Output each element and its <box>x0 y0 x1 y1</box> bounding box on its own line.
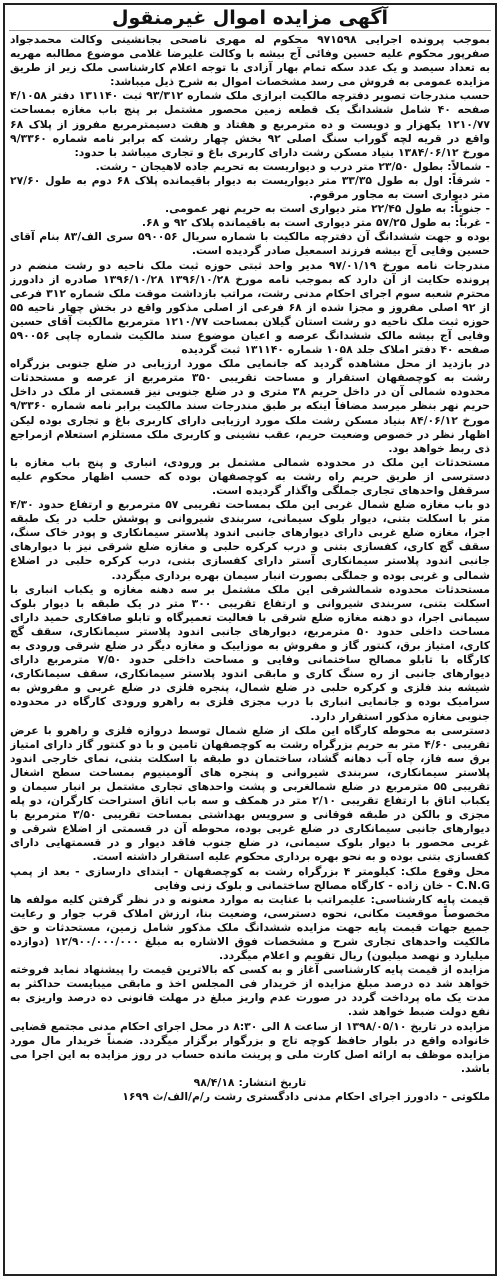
location-paragraph: محل وقوع ملک: کیلومتر ۴ بزرگراه رشت به کوچصفهان - ابتدای دارسازی - بعد از پمپ C.N.G - خان زاده - کارگاه مصالح ساختمانی و بلوک زنی وفایی <box>10 864 490 892</box>
intro-paragraph: بموجب پرونده اجرایی ۹۷۱۵۹۸ محکوم له مهری ناصحی بجانشینی وکالت محمدجواد صفرپور محکوم علیه حسین وفائی آج بیشه با وکالت علیرضا غلامی موضوع مطالبه مهریه به تعداد سیصد و یک عدد سکه تمام بهار آزادی با توجه اعلام کارشناسی ملک زیر از طریق مزایده عمومی به فروش می رسد مشخصات اموال به شرح ذیل میباشد: <box>10 33 490 89</box>
notice-body <box>10 33 490 1270</box>
auction-terms-paragraph: مزایده از قیمت پایه کارشناسی آغاز و به کسی که بالاترین قیمت را پیشنهاد نماید فروخته خواهد شد ده درصد مبلغ مزایده از خریدار فی المجلس اخذ و مابقی میبایست حداکثر به مدت یک ماه پرداخت گردد در صورت عدم واریز مبلغ در مهلت قانونی ده درصد واریزی به نفع دولت ضبط خواهد شد. <box>10 963 490 1019</box>
notice-footer <box>10 1076 490 1104</box>
boundary-north: - شمالاً: بطول ۲۳/۵۰ متر درب و دیواریست به تحریم جاده لاهیجان - رشت. <box>95 159 490 173</box>
boundary-south: - جنوباً: به طول ۲۲/۴۵ متر دیواری است به حریم نهر عمومی. <box>165 202 490 216</box>
northeast-shops-paragraph: مستحدثات محدوده شمالشرقی این ملک مشتمل بر سه دهنه مغازه و یکباب انباری با اسکلت بتنی، سربندی شیروانی و ارتفاع تقریبی ۳۰۰ متر در یک طبقه با دیوار بلوک سیمانی اجرا، دو دهنه مغازه ضلع شرقی با فعالیت تعمیرگاه و تابلو صافکاری حمید دارای مساحت داخلی حدود ۵۰ مترمربع، دیوارهای جانبی اندود پلاستر سیمانکاری، سقف گچ کاری، امتیاز برق، کنتور گاز و مفروش به موزاییک و مغازه دیگر در ضلع شرقی ورودی به کارگاه با تابلو مصالح ساختمانی وفایی و مساحت داخلی حدود ۷/۵۰ مترمربع دارای دیوارهای جانبی از ره سنگ کاری و مابقی اندود پلاستر سیمانکاری، سقف سیمانکاری، شیشه بند فلزی و کرکره حلبی در ضلع شمال، پنجره فلزی در ضلع غربی و مفروش به سرامیک بوده و جانمایی انباری با درب مجزی فلزی به راهرو ورودی کارگاه در محدوده جنوبی مغازه مذکور استقرار دارد. <box>10 582 490 723</box>
title-deed-paragraph: بوده و جهت ششدانگ آن دفترچه مالکیت با شماره سریال ۵۹۰۰۵۶ سری الف/۸۳ بنام آقای حسین وفایی آج بیشه فرزند اسمعیل صادر گردیده است. <box>10 230 490 258</box>
boundary-west: - غرباً: به طول ۵۷/۲۵ متر دیواری است به باقیمانده پلاک ۹۲ و ۶۸. <box>141 216 490 230</box>
base-price-paragraph: قیمت پایه کارشناسی: علیمراتب با عنایت به موارد معنونه و در نظر گرفتن کلیه مولفه ها مخصوصاً موقعیت مکانی، نحوه دسترسی، وضعیت بنا، ارزش املاک قرب جوار و رعایت جمیع جهات قیمت پایه جهت مزایده ششدانگ ملک مذکور شامل زمین، مستحدثات و حق مالکیت واحدهای تجاری شرح و مشخصات فوق الاشاره به مبلغ ۱۲/۹۰۰/۰۰۰/۰۰۰ (دوازده میلیارد و نهصد میلیون) ریال تقویم و اعلام میگردد. <box>10 892 490 963</box>
auction-date-paragraph: مزایده در تاریخ ۱۳۹۸/۰۵/۱۰ از ساعت ۸ الی ۸:۳۰ در محل اجرای احکام مدنی مجتمع قضایی خانواده واقع در بلوار حافظ کوچه تاج و بزرگوار برگزار میگردد. ضمناً خریدار مال مورد مزایده موظف به ارائه اصل کارت ملی و پرینت مانده حساب در روز مزایده به این اجرا می باشد. <box>10 1019 490 1075</box>
publish-date: تاریخ انتشار: ۹۸/۴/۱۸ <box>193 1075 307 1089</box>
workshop-access-paragraph: دسترسی به محوطه کارگاه این ملک از ضلع شمال توسط دروازه فلزی و راهرو با عرض تقریبی ۴/۶۰ متر به حریم بزرگراه رشت به کوچصفهان تامین و با دو کنتور گاز دارای امتیاز برق سه فاز، چاه آب دهانه گشاد، ساختمان دو طبقه با اسکلت بتنی، نمای خارجی اندود پلاستر سیمانکاری، سربندی شیروانی و پنجره های آلومینیوم بمساحت سطح اشغال تقریبی ۵۵ مترمربع در ضلع شمالغربی و پشت واحدهای تجاری مشتمل بر انبار سیمان و یکباب اتاق با ارتفاع تقریبی ۲/۱۰ متر در همکف و سه باب اتاق استراحت کارگران، دو پله مجزی و بالکن در طبقه فوقانی و سرویس بهداشتی بمساحت تقریبی ۳/۵۰ مترمربع با دیوارهای جانبی سیمانکاری در ضلع غربی بوده، محوطه آن در قسمتی از اضلاع شرقی و غربی محصور با دیوار بلوک سیمانی، در ضلع جنوب فاقد دیوار و در قسمتهایی دارای کفسازی بتنی بوده و به نحو بهره برداری محکوم علیه استقرار داشته است. <box>10 723 490 864</box>
notice-frame <box>3 3 497 1276</box>
northern-buildings-paragraph: مستحدثات این ملک در محدوده شمالی مشتمل بر ورودی، انباری و پنج باب مغازه با دسترسی از طریق حریم راه رشت به کوچصفهان بوده که حسب اظهار محکوم علیه سرقفل واحدهای تجاری جملگی واگذار گردیده است. <box>10 455 490 497</box>
signature-line: ملکوتی - دادورز اجرای احکام مدنی دادگستری رشت ر/م/الف/ث ۱۶۹۹ <box>122 1090 490 1104</box>
site-visit-paragraph: در بازدید از محل مشاهده گردید که جانمایی ملک مورد ارزیابی در ضلع جنوبی بزرگراه رشت به کوچصفهان استقرار و مساحت تقریبی ۳۵۰ مترمربع از عرصه و مستحدثات محدوده شمالی آن در داخل حریم ۳۸ متری و در ضلع جنوبی نیز قسمتی از ملک در داخل حریم نهر بنظر میرسد مضافاً اینکه بر طبق مندرجات سند مالکیت برابر نامه شماره ۹/۳۳۶۰ مورخ ۸۴/۰۶/۱۲ بنیاد مسکن رشت ملک مورد ارزیابی دارای کاربری باغ و تجاری بوده لیکن اظهار نظر در خصوص وضعیت حریم، عقب نشینی و کاربری ملک مستلزم استعلام ازمراجع ذی ربط خواهد بود. <box>10 357 490 455</box>
property-description: حسب مندرجات تصویر دفترچه مالکیت ابرازی ملک شماره ۹۳/۳۱۲ ثبت ۱۳۱۱۴۰ دفتر ۴/۱۰۵۸ صفحه ۴۰ شامل ششدانگ یک قطعه زمین محصور مشتمل بر پنج باب مغازه بمساحت ۱۲۱۰/۷۷ یکهزار و دویست و ده مترمربع و هفتاد و هفت دسیمترمربع مفروز از پلاک ۶۸ واقع در قریه لچه گوراب سنگ اصلی ۹۲ بخش چهار رشت که برابر نامه شماره ۹/۳۳۶۰ مورخ ۱۳۸۴/۰۶/۱۲ بنیاد مسکن رشت دارای کاربری باغ و تجاری میباشد با حدود: <box>10 89 490 159</box>
boundary-east: - شرقاً: اول به طول ۳۳/۳۵ متر دیواریست به دیوار باقیمانده پلاک ۶۸ دوم به طول ۲۷/۶۰ متر دیواری است به مجاور مرقوم. <box>10 173 490 202</box>
registry-letter-paragraph: مندرجات نامه مورخ ۹۷/۰۱/۱۹ مدیر واحد ثبتی حوزه ثبت ملک ناحیه دو رشت منضم در پرونده حکایت از آن دارد که بموجب نامه مورخ ۱۳۹۶/۱۰/۲۸ ۱۳۹۶/۱۰/۲۸ صادره از دادورز محترم شعبه سوم اجرای احکام مدنی رشت، مراتب بازداشت موقت ملک شماره ۳۱۲ فرعی از ۹۲ اصلی مفروز و مجزا شده از ۶۸ فرعی از اصلی مذکور واقع در بخش چهار ناحیه ۵۵ حوزه ثبت ملک ناحیه دو رشت استان گیلان بمساحت ۱۲۱۰/۷۷ مترمربع مالکیت آقای حسین وفایی آج بیشه مالک ششدانگ عرصه و اعیان موضوع سند مالکیت شماره چاپی ۵۹۰۰۵۶ صفحه ۴۰ دفتر املاک جلد ۱۰۵۸ شماره ۱۳۱۱۴۰ ثبت گردیده <box>10 258 490 357</box>
notice-title: آگهی مزایده اموال غیرمنقول <box>9 5 491 31</box>
northwest-shops-paragraph: دو باب مغازه ضلع شمال غربی این ملک بمساحت تقریبی ۵۷ مترمربع و ارتفاع حدود ۴/۳۰ متر با اسکلت بتنی، دیوار بلوک سیمانی، سربندی شیروانی و پوشش حلب در یک طبقه اجرا، مغازه ضلع غربی دارای دیوارهای جانبی اندود پلاستر سیمانکاری و پودر خاک سنگ، سقف گچ کاری، کفسازی بتنی و درب کرکره حلبی و مغازه ضلع شرقی نیز با دیوارهای جانبی اندود پلاستر سیمانکاری آستر دارای کفسازی بتنی، درب کرکره حلبی در اضلاع شمالی و غربی بوده و جملگی بصورت انبار سیمان بهره برداری میگردد. <box>10 498 490 582</box>
